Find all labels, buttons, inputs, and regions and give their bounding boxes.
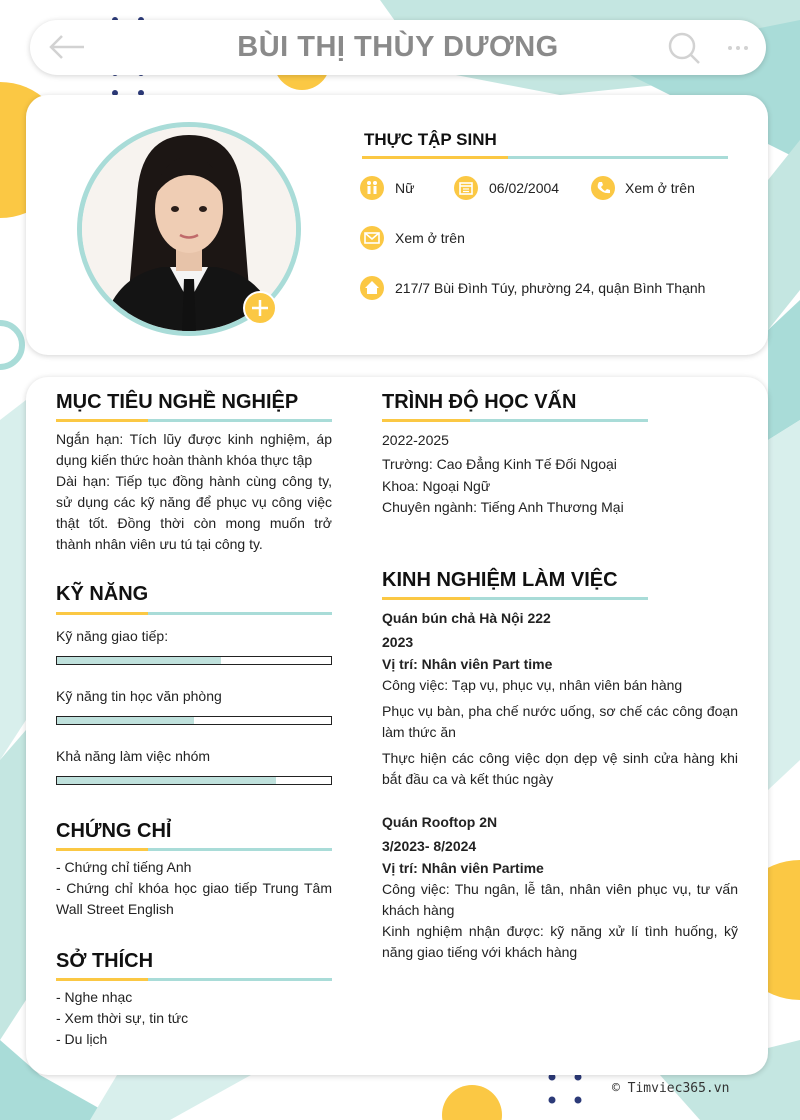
calendar-icon xyxy=(454,176,478,200)
skill-label: Kỹ năng giao tiếp: xyxy=(56,628,169,644)
education-underline xyxy=(382,419,648,422)
certificates-underline xyxy=(56,848,332,851)
gender-value: Nữ xyxy=(395,180,415,196)
education-years: 2022-2025 xyxy=(382,432,449,448)
header-bar xyxy=(30,20,766,75)
certificate-item: - Chứng chỉ tiếng Anh xyxy=(56,859,192,875)
certificates-title: CHỨNG CHỈ xyxy=(56,820,172,842)
certificate-item: - Chứng chỉ khóa học giao tiếp Trung Tâm Wall Street English xyxy=(56,880,332,917)
address-value: 217/7 Bùi Đình Túy, phường 24, quận Bình Thạnh xyxy=(395,280,706,296)
job-role: Vị trí: Nhân viên Part time xyxy=(382,656,553,672)
gender-icon xyxy=(360,176,384,200)
job-period: 3/2023- 8/2024 xyxy=(382,838,477,854)
watermark: © Timviec365.vn xyxy=(612,1081,730,1096)
job-company: Quán bún chả Hà Nội 222 xyxy=(382,610,551,626)
skill-bar xyxy=(56,656,332,665)
phone-icon xyxy=(591,176,615,200)
more-dots-icon[interactable] xyxy=(726,36,750,60)
experience-title: KINH NGHIỆM LÀM VIỆC xyxy=(382,569,618,591)
job-line: Công việc: Thu ngân, lễ tân, nhân viên phục vụ, tư vấn khách hàng xyxy=(382,881,738,918)
dob-value: 06/02/2004 xyxy=(489,180,560,196)
career-goal-underline xyxy=(56,419,332,422)
hobby-item: - Nghe nhạc xyxy=(56,989,133,1005)
job-line: Thực hiện các công việc dọn dẹp vệ sinh cửa hàng khi bắt đầu ca và kết thúc ngày xyxy=(382,750,738,787)
skill-label: Khả năng làm việc nhóm xyxy=(56,748,211,764)
search-icon[interactable] xyxy=(666,30,702,66)
education-major: Chuyên ngành: Tiếng Anh Thương Mại xyxy=(382,499,624,515)
profile-card xyxy=(26,95,768,355)
plus-icon xyxy=(245,293,275,323)
hobby-item: - Du lịch xyxy=(56,1031,108,1047)
skills-title: KỸ NĂNG xyxy=(56,583,149,605)
skill-label: Kỹ năng tin học văn phòng xyxy=(56,688,222,704)
career-goal-short: Ngắn hạn: Tích lũy được kinh nghiệm, áp dụng kiến thức hoàn thành khóa thực tập xyxy=(56,431,332,468)
skill-bar-fill xyxy=(57,777,276,784)
job-role: Vị trí: Nhân viên Partime xyxy=(382,860,544,876)
education-title: TRÌNH ĐỘ HỌC VẤN xyxy=(382,391,577,413)
skill-bar-fill xyxy=(57,657,221,664)
job-company: Quán Rooftop 2N xyxy=(382,814,498,830)
skills-underline xyxy=(56,612,332,615)
phone-value: Xem ở trên xyxy=(625,180,695,196)
career-goal-long: Dài hạn: Tiếp tục đồng hành cùng công ty, sử dụng các kỹ năng để phục vụ công việc thật tốt. Đồng thời còn mong muốn trở thành nhân viên ưu tú tại công ty. xyxy=(56,473,332,552)
job-line: Phục vụ bàn, pha chế nước uống, sơ chế các công đoạn làm thức ăn xyxy=(382,703,738,740)
main-card xyxy=(26,377,768,1075)
skill-bar xyxy=(56,716,332,725)
hobbies-underline xyxy=(56,978,332,981)
skill-bar-fill xyxy=(57,717,194,724)
skill-bar xyxy=(56,776,332,785)
education-faculty: Khoa: Ngoại Ngữ xyxy=(382,478,491,494)
experience-underline xyxy=(382,597,648,600)
position-underline xyxy=(362,156,728,159)
hobbies-title: SỞ THÍCH xyxy=(56,950,154,972)
job-line: Công việc: Tạp vụ, phục vụ, nhân viên bán hàng xyxy=(382,677,683,693)
hobby-item: - Xem thời sự, tin tức xyxy=(56,1010,189,1026)
home-icon xyxy=(360,276,384,300)
education-school: Trường: Cao Đẳng Kinh Tế Đối Ngoại xyxy=(382,456,617,472)
candidate-name: BÙI THỊ THÙY DƯƠNG xyxy=(237,31,559,63)
position-title: THỰC TẬP SINH xyxy=(364,130,497,149)
job-line: Kinh nghiệm nhận được: kỹ năng xử lí tình huống, kỹ năng giao tiếng với khách hàng xyxy=(382,923,738,960)
job-period: 2023 xyxy=(382,634,414,650)
email-value: Xem ở trên xyxy=(395,230,465,246)
email-icon xyxy=(360,226,384,250)
career-goal-title: MỤC TIÊU NGHỀ NGHIỆP xyxy=(56,391,299,413)
add-photo-button[interactable] xyxy=(243,291,277,325)
